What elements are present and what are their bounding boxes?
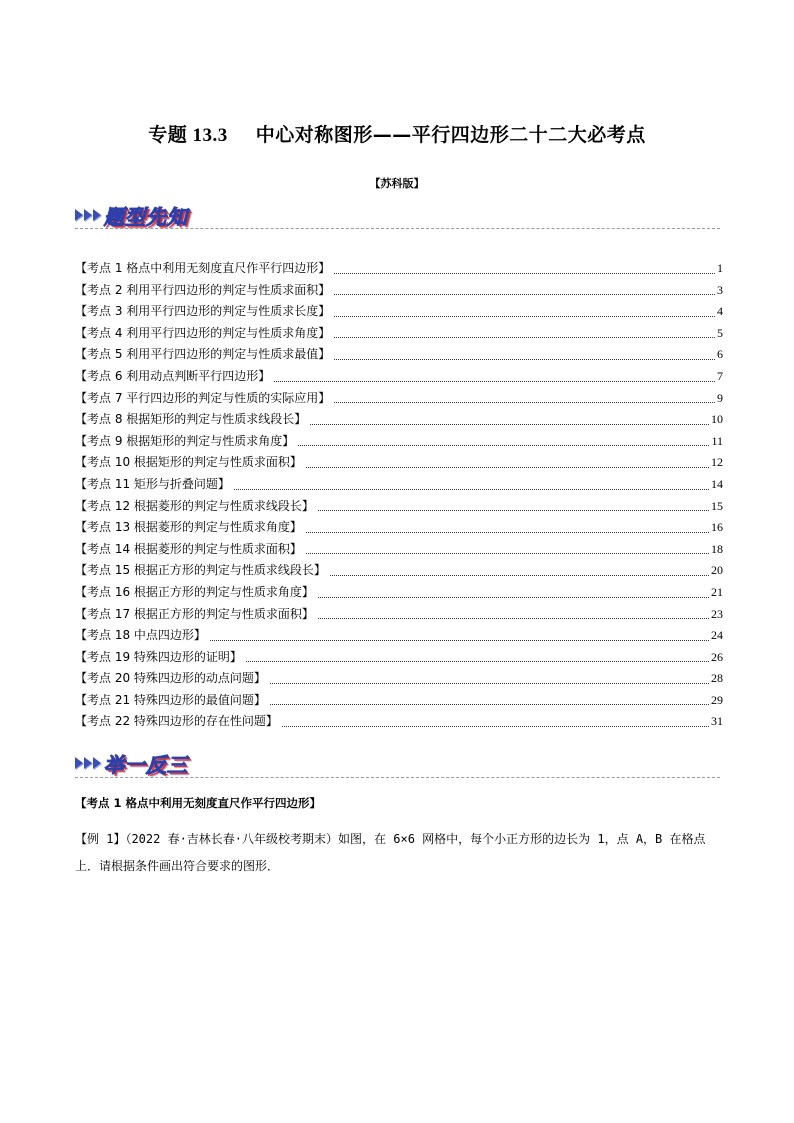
toc-entry-page: 9 (717, 390, 723, 405)
document-title (0, 120, 794, 147)
toc-entry-page: 24 (711, 628, 723, 643)
toc-entry-page: 12 (711, 455, 723, 470)
toc-entry-page: 15 (711, 498, 723, 513)
toc-leader-dots (334, 316, 715, 317)
toc-entry-page: 14 (711, 476, 723, 491)
toc-leader-dots (334, 273, 715, 274)
toc-leader-dots (334, 294, 715, 295)
toc-entry-page: 26 (711, 649, 723, 664)
toc-entry[interactable] (75, 452, 723, 474)
toc-entry-page: 16 (711, 520, 723, 535)
toc-leader-dots (274, 381, 715, 382)
toc-leader-dots (210, 640, 709, 641)
toc-leader-dots (306, 532, 709, 533)
toc-entry[interactable] (75, 344, 723, 366)
triple-arrow-icon (75, 209, 102, 221)
toc-entry-label: 【考点 5 利用平行四边形的判定与性质求最值】 (75, 347, 331, 362)
toc-leader-dots (318, 510, 709, 511)
toc-entry-page: 11 (711, 433, 723, 448)
toc-entry[interactable] (75, 560, 723, 582)
toc-leader-dots (306, 467, 709, 468)
toc-entry[interactable] (75, 258, 723, 280)
toc-entry[interactable] (75, 604, 723, 626)
title-number: 专题 13.3 (148, 125, 228, 146)
toc-entry[interactable] (75, 366, 723, 388)
toc-leader-dots (334, 337, 715, 338)
toc-entry-page: 4 (717, 304, 723, 319)
banner-toc-text: 题型先知 (104, 204, 188, 229)
toc-entry-label: 【考点 6 利用动点判断平行四边形】 (75, 368, 271, 383)
toc-leader-dots (282, 726, 709, 727)
toc-entry-page: 28 (711, 671, 723, 686)
edition-label: 【苏科版】 (369, 177, 425, 190)
toc-entry[interactable] (75, 625, 723, 647)
toc-entry-label: 【考点 4 利用平行四边形的判定与性质求角度】 (75, 325, 331, 340)
triple-arrow-icon (75, 757, 102, 769)
toc-leader-dots (298, 445, 709, 446)
toc-entry-label: 【考点 3 利用平行四边形的判定与性质求长度】 (75, 304, 331, 319)
toc-entry-label: 【考点 17 根据正方形的判定与性质求面积】 (75, 606, 314, 621)
toc-leader-dots (334, 402, 715, 403)
toc-entry-page: 20 (711, 563, 723, 578)
toc-entry-label: 【考点 12 根据菱形的判定与性质求线段长】 (75, 498, 314, 513)
toc-entry[interactable] (75, 280, 723, 302)
toc-entry-label: 【考点 21 特殊四边形的最值问题】 (75, 692, 266, 707)
toc-entry[interactable] (75, 431, 723, 453)
toc-entry-label: 【考点 14 根据菱形的判定与性质求面积】 (75, 541, 302, 556)
toc-leader-dots (270, 704, 709, 705)
toc-entry[interactable] (75, 539, 723, 561)
toc-entry-page: 7 (717, 368, 723, 383)
toc-entry[interactable] (75, 388, 723, 410)
toc-entry-label: 【考点 8 根据矩形的判定与性质求线段长】 (75, 412, 307, 427)
example-text: 【例 1】（2022 春·吉林长春·八年级校考期末）如图，在 6×6 网格中，每个小正方形的边长为 1，点 A，B 在格点上．请根据条件画出符合要求的图形． (75, 832, 706, 873)
toc-leader-dots (270, 683, 709, 684)
toc-entry-label: 【考点 22 特殊四边形的存在性问题】 (75, 714, 278, 729)
toc-entry-label: 【考点 2 利用平行四边形的判定与性质求面积】 (75, 282, 331, 297)
toc-entry-page: 3 (717, 282, 723, 297)
toc-entry[interactable] (75, 582, 723, 604)
toc-entry[interactable] (75, 301, 723, 323)
toc-entry-label: 【考点 7 平行四边形的判定与性质的实际应用】 (75, 390, 331, 405)
toc-entry-label: 【考点 16 根据正方形的判定与性质求角度】 (75, 584, 314, 599)
toc-leader-dots (310, 424, 709, 425)
toc-entry[interactable] (75, 323, 723, 345)
toc-entry-label: 【考点 1 格点中利用无刻度直尺作平行四边形】 (75, 261, 331, 275)
toc-entry[interactable] (75, 496, 723, 518)
toc-entry-page: 5 (717, 325, 723, 340)
toc-leader-dots (234, 489, 709, 490)
toc-entry-label: 【考点 15 根据正方形的判定与性质求线段长】 (75, 563, 326, 578)
toc-leader-dots (246, 661, 709, 662)
table-of-contents (75, 258, 723, 733)
toc-entry-label: 【考点 10 根据矩形的判定与性质求面积】 (75, 455, 302, 470)
toc-entry[interactable] (75, 647, 723, 669)
toc-entry-page: 23 (711, 606, 723, 621)
toc-entry-page: 29 (711, 692, 723, 707)
toc-entry-page: 10 (711, 412, 723, 427)
toc-leader-dots (306, 553, 709, 554)
toc-entry-label: 【考点 9 根据矩形的判定与性质求角度】 (75, 433, 295, 448)
toc-entry[interactable] (75, 668, 723, 690)
toc-entry[interactable] (75, 690, 723, 712)
banner-examples-text: 举一反三 (104, 752, 188, 777)
banner-examples (75, 748, 188, 778)
title-text: 中心对称图形——平行四边形二十二大必考点 (255, 124, 646, 146)
toc-leader-dots (330, 575, 709, 576)
toc-entry-label: 【考点 19 特殊四边形的证明】 (75, 649, 242, 664)
toc-leader-dots (318, 597, 709, 598)
divider-top (75, 228, 720, 229)
divider-examples (75, 777, 720, 778)
toc-leader-dots (334, 359, 715, 360)
toc-leader-dots (318, 618, 709, 619)
toc-entry-label: 【考点 11 矩形与折叠问题】 (75, 476, 230, 491)
toc-entry-label: 【考点 20 特殊四边形的动点问题】 (75, 671, 266, 686)
toc-entry-page: 18 (711, 541, 723, 556)
toc-entry[interactable] (75, 409, 723, 431)
toc-entry[interactable] (75, 517, 723, 539)
toc-entry[interactable] (75, 711, 723, 733)
toc-entry-page: 1 (717, 261, 723, 275)
section-heading: 【考点 1 格点中利用无刻度直尺作平行四边形】 (75, 796, 322, 810)
toc-entry-page: 31 (711, 714, 723, 729)
toc-entry-page: 21 (711, 584, 723, 599)
toc-entry-page: 6 (717, 347, 723, 362)
toc-entry-label: 【考点 18 中点四边形】 (75, 628, 206, 643)
banner-toc (75, 200, 188, 230)
toc-entry[interactable] (75, 474, 723, 496)
toc-entry-label: 【考点 13 根据菱形的判定与性质求角度】 (75, 520, 302, 535)
